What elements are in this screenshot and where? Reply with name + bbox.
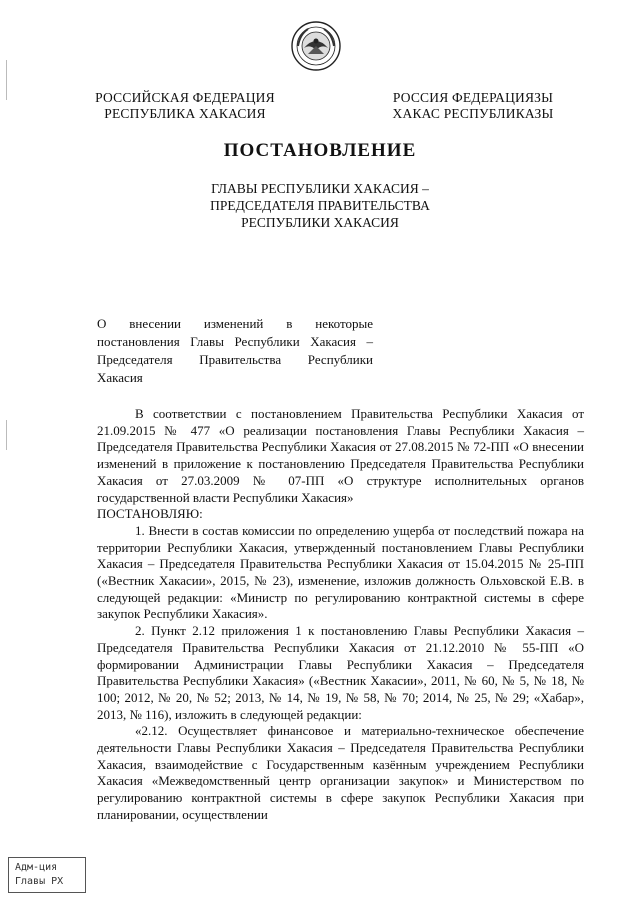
stamp-line2: Главы РХ xyxy=(15,876,64,887)
stamp-line1: Адм-ция xyxy=(15,862,58,873)
scan-edge-mark xyxy=(6,60,7,100)
header-right-line2: ХАКАС РЕСПУБЛИКАЗЫ xyxy=(392,106,554,121)
republic-emblem xyxy=(290,20,342,72)
scan-edge-mark xyxy=(6,420,7,450)
subtitle-line1: ГЛАВЫ РЕСПУБЛИКИ ХАКАСИЯ – xyxy=(211,181,429,196)
document-body xyxy=(97,406,584,824)
header-left-line2: РЕСПУБЛИКА ХАКАСИЯ xyxy=(104,106,266,121)
item-2-paragraph: 2. Пункт 2.12 приложения 1 к постановлению Главы Республики Хакасия – Председателя Правительства Республики Хакасия от 21.12.2010 № 55-ПП «О формировании Администрации Главы Республики Хакасия – Председателя Правительства Республики Хакасия» («Вестник Хакасии», 2011, № 60, № 5, № 18, № 100; 2012, № 20, № 52; 2013, № 14, № 19, № 58, № 70; 2014, № 25, № 29; «Хабар», 2013, № 116), изложить в следующей редакции: xyxy=(97,623,584,722)
header-right-line1: РОССИЯ ФЕДЕРАЦИЯЗЫ xyxy=(392,90,554,105)
document-subtitle xyxy=(0,180,640,231)
header-left-line1: РОССИЙСКАЯ ФЕДЕРАЦИЯ xyxy=(95,90,275,105)
registration-stamp xyxy=(8,857,86,893)
quoted-paragraph: «2.12. Осуществляет финансовое и материально-техническое обеспечение деятельности Главы Республики Хакасия – Председателя Правительства Республики Хакасия, взаимодействие с Государственным казённым учреждением Республики Хакасия «Межведомственный центр организации закупок» и Министерством по регулированию контрактной системы в сфере закупок Республики Хакасия при планировании, осуществлении xyxy=(97,723,584,822)
item-1-paragraph: 1. Внести в состав комиссии по определению ущерба от последствий пожара на территории Республики Хакасия, утвержденный постановлением Главы Республики Хакасия – Председателя Правительства Республики Хакасия от 15.04.2015 № 25-ПП («Вестник Хакасии», 2015, № 23), изменение, изложив должность Ольховской Е.В. в следующей редакции: «Министр по регулированию контрактной системы в сфере закупок Республики Хакасия». xyxy=(97,522,584,622)
header-russian xyxy=(80,90,290,122)
header-khakas xyxy=(368,90,578,122)
subtitle-line3: РЕСПУБЛИКИ ХАКАСИЯ xyxy=(241,215,399,230)
subtitle-line2: ПРЕДСЕДАТЕЛЯ ПРАВИТЕЛЬСТВА xyxy=(210,198,430,213)
preamble-paragraph: В соответствии с постановлением Правительства Республики Хакасия от 21.09.2015 № 477 «О реализации постановления Главы Республики Хакасия – Председателя Правительства Республики Хакасия от 27.08.2015 № 72-ПП «О внесении изменений в приложение к постановлению Председателя Правительства Республики Хакасия от 27.03.2009 № 07-ПП «О структуре исполнительных органов государственной власти Республики Хакасия» xyxy=(97,406,584,505)
document-subject: О внесении изменений в некоторые постановления Главы Республики Хакасия – Председателя Правительства Республики Хакасия xyxy=(97,316,373,385)
document-title: ПОСТАНОВЛЕНИЕ xyxy=(223,140,417,161)
decree-word: ПОСТАНОВЛЯЮ: xyxy=(97,506,203,522)
